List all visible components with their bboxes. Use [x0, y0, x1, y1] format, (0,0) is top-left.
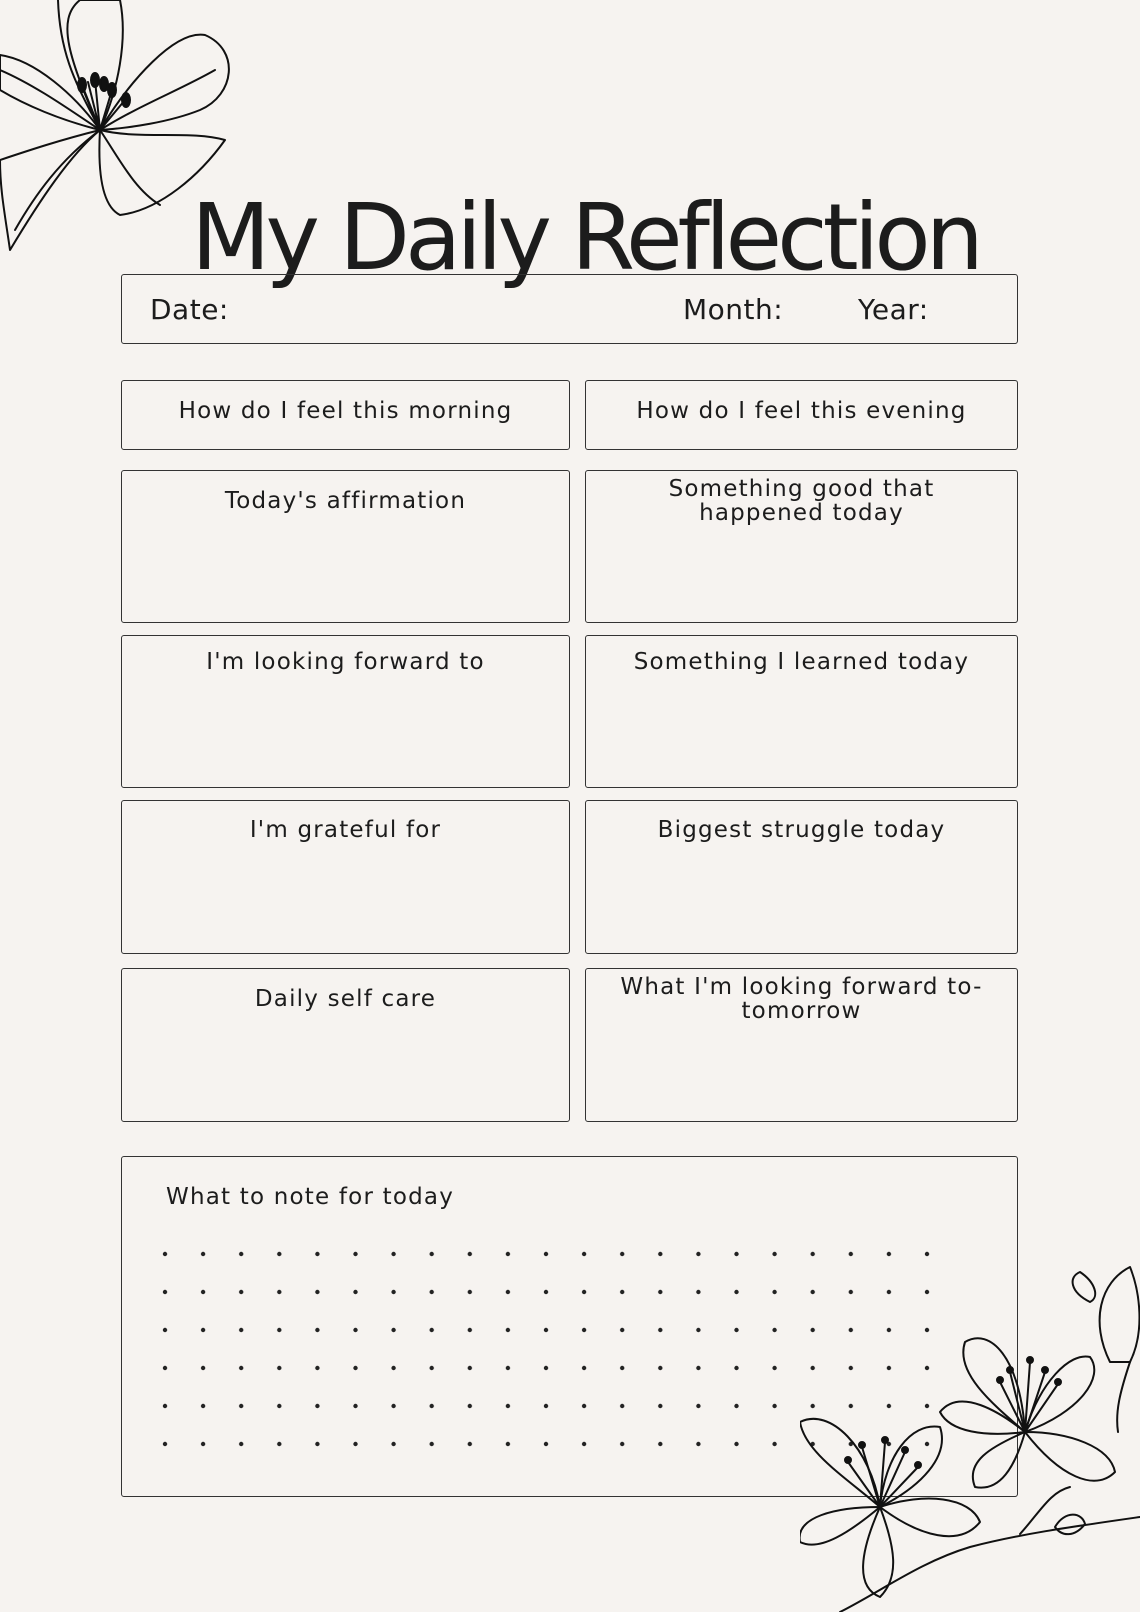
affirmation-label: Today's affirmation	[224, 488, 467, 514]
learned-box[interactable]	[585, 635, 1018, 788]
tomorrow-box[interactable]	[585, 968, 1018, 1122]
grateful-box[interactable]	[121, 800, 570, 954]
struggle-label: Biggest struggle today	[657, 817, 946, 843]
month-label: Month:	[683, 293, 784, 326]
flower-illustration-bottom-right	[800, 1262, 1140, 1612]
feel-evening-label: How do I feel this evening	[636, 398, 967, 424]
year-label: Year:	[858, 293, 929, 326]
self-care-box[interactable]	[121, 968, 570, 1122]
looking-forward-label: I'm looking forward to	[206, 649, 485, 675]
good-thing-box[interactable]	[585, 470, 1018, 623]
learned-label: Something I learned today	[633, 649, 970, 675]
feel-morning-label: How do I feel this morning	[178, 398, 513, 424]
notes-label: What to note for today	[166, 1184, 455, 1210]
feel-morning-box[interactable]	[121, 380, 570, 450]
page-title: My Daily Reflection	[191, 183, 979, 291]
date-label: Date:	[150, 293, 229, 326]
tomorrow-label: What I'm looking forward to- tomorrow	[620, 974, 983, 1024]
looking-forward-box[interactable]	[121, 635, 570, 788]
feel-evening-box[interactable]	[585, 380, 1018, 450]
grateful-label: I'm grateful for	[249, 817, 442, 843]
affirmation-box[interactable]	[121, 470, 570, 623]
good-thing-label: Something good that happened today	[668, 476, 935, 526]
struggle-box[interactable]	[585, 800, 1018, 954]
date-box[interactable]	[121, 274, 1018, 344]
self-care-label: Daily self care	[254, 986, 437, 1012]
